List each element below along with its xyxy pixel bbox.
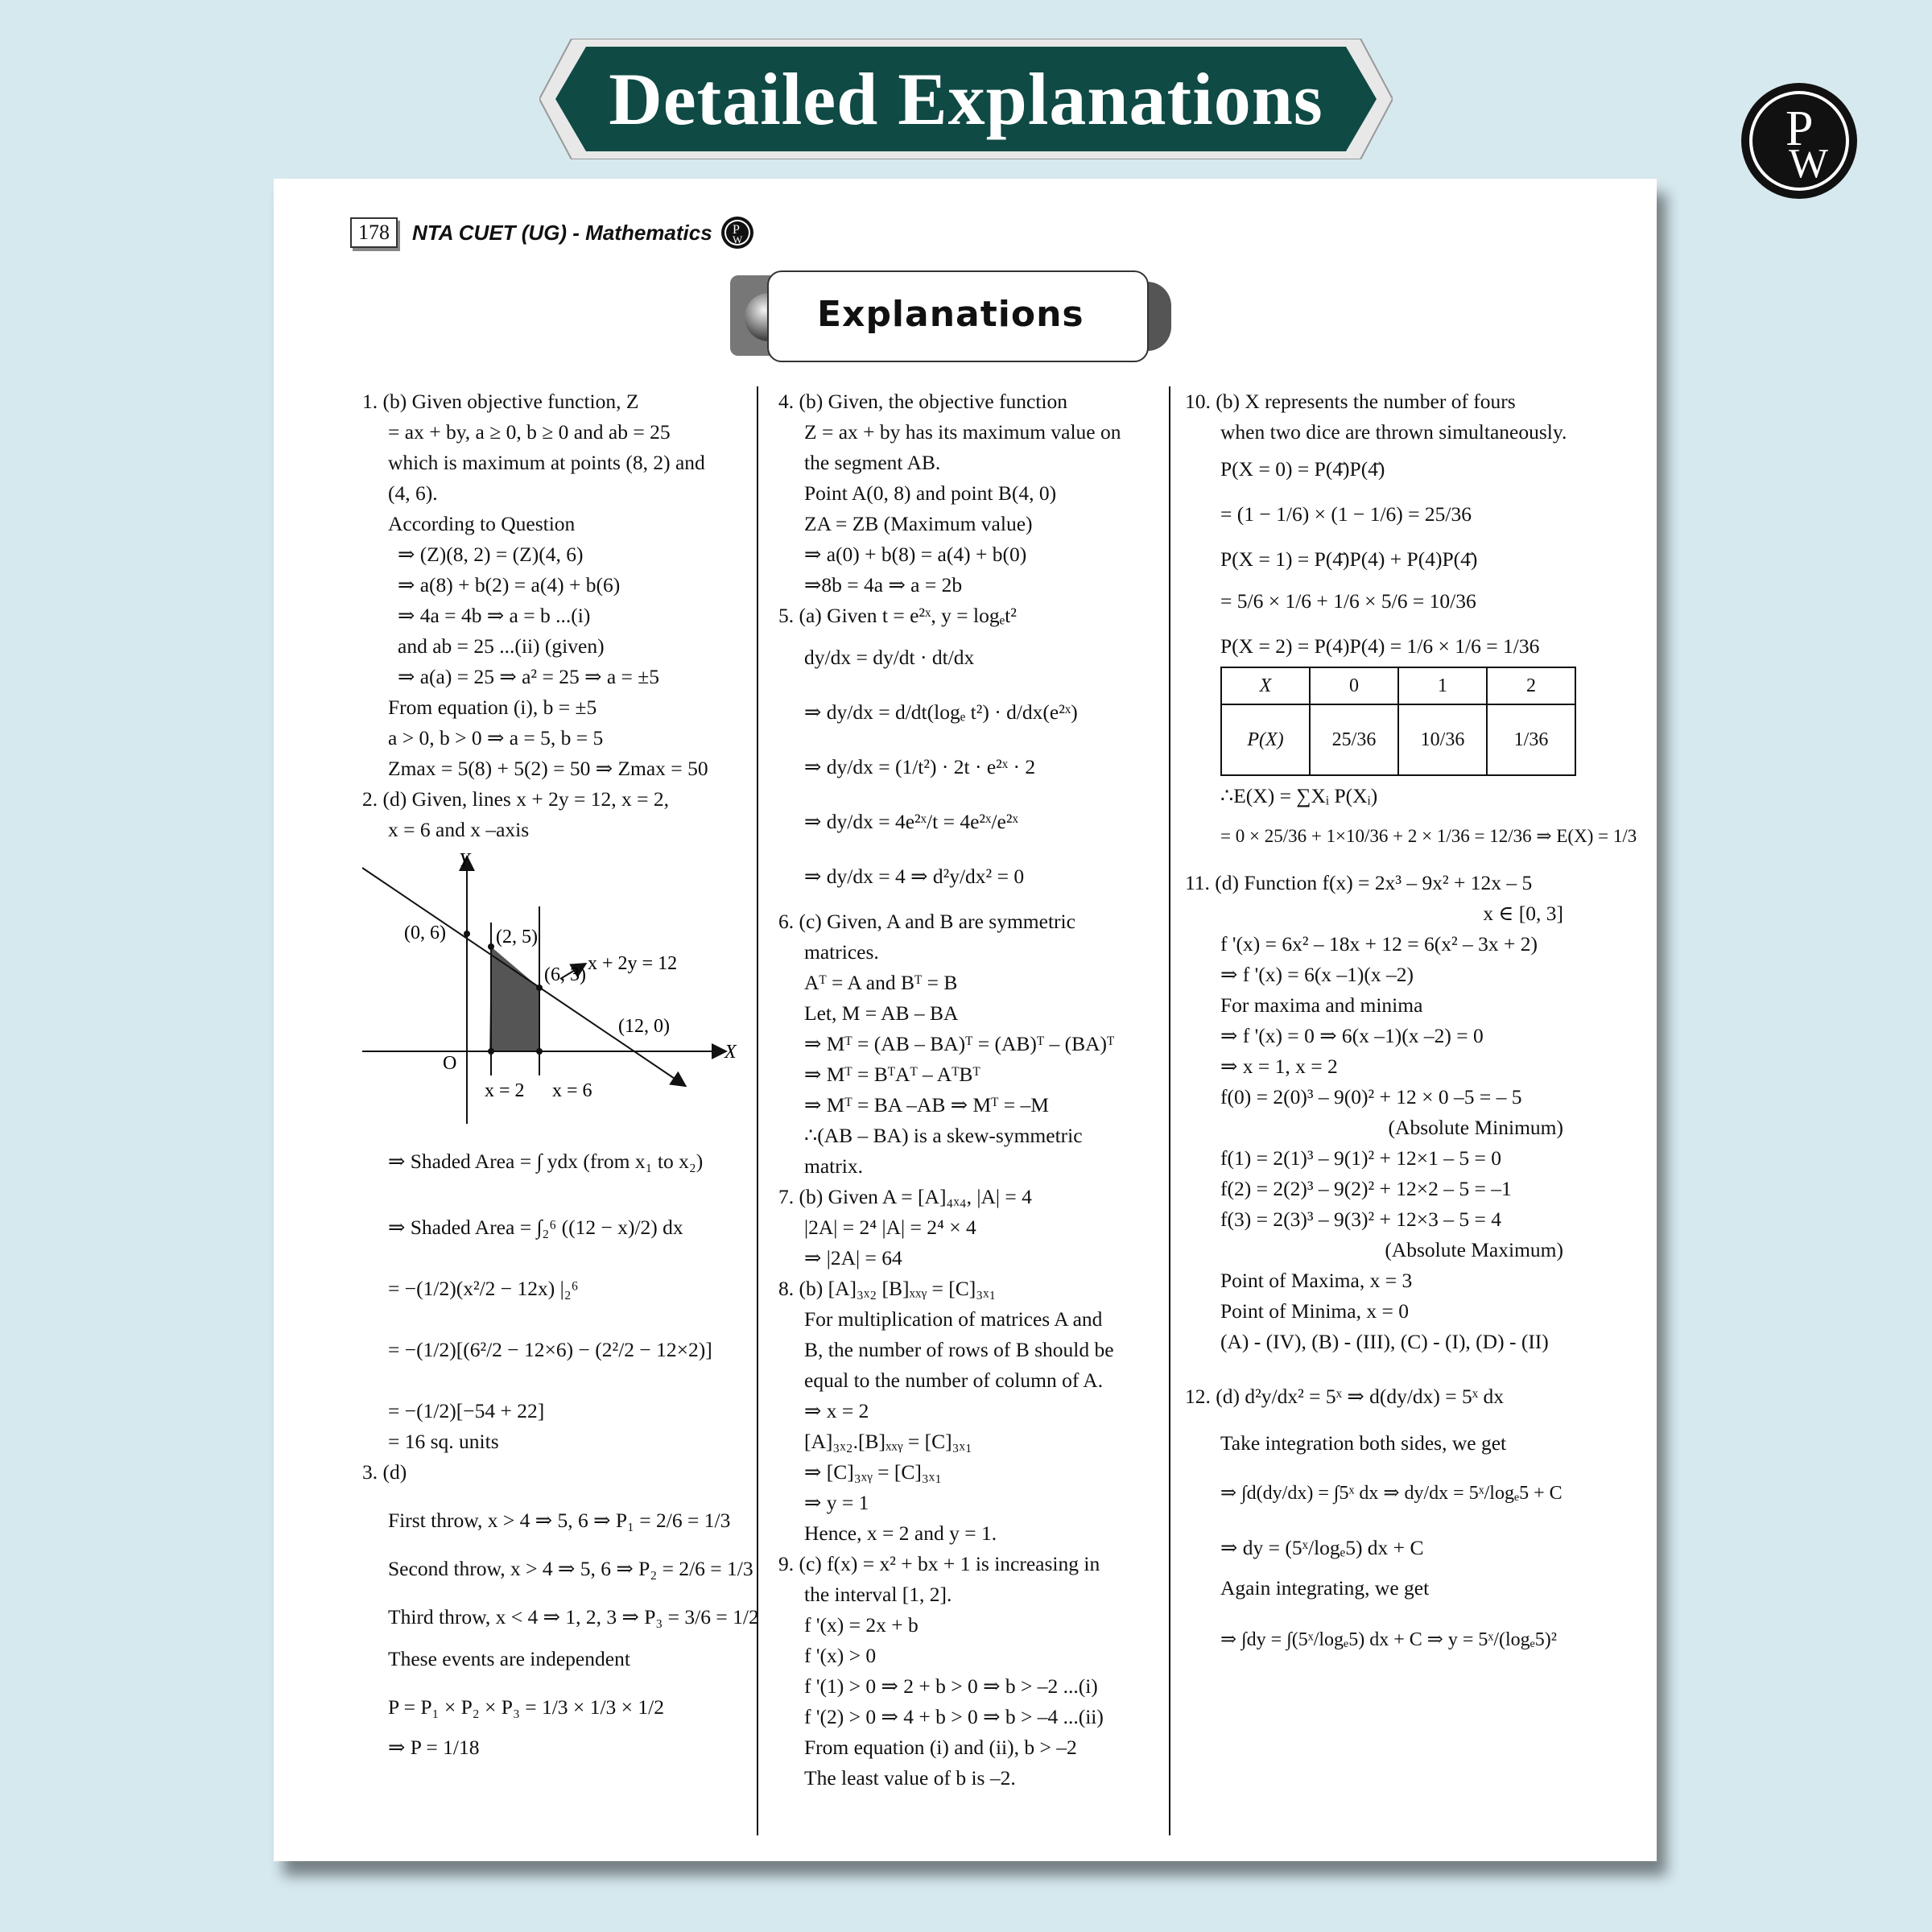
text-line: ⇒ dy/dx = (1/t²) · 2t · e²ˣ · 2 — [804, 755, 1036, 778]
text-line: dy/dx = dy/dt · dt/dx — [804, 646, 975, 669]
point-label: (12, 0) — [618, 1016, 670, 1037]
text-line: From equation (i) and (ii), b > –2 — [804, 1736, 1077, 1759]
point-label: (6, 3) — [544, 964, 586, 985]
text-line: |2A| = 2⁴ |A| = 2⁴ × 4 — [804, 1216, 976, 1239]
text-line: P(X = 0) = P(4̄)P(4̄) — [1220, 457, 1385, 481]
text-line: ⇒ Mᵀ = (AB – BA)ᵀ = (AB)ᵀ – (BA)ᵀ — [804, 1032, 1115, 1055]
book-title: NTA CUET (UG) - Mathematics — [412, 220, 712, 245]
text-line: From equation (i), b = ±5 — [388, 696, 597, 719]
page-number: 178 — [350, 217, 398, 248]
text-line: ZA = ZB (Maximum value) — [804, 512, 1033, 535]
svg-text:W: W — [1789, 141, 1829, 187]
column-2 — [778, 386, 1157, 1794]
text-line: ⇒ f '(x) = 6(x –1)(x –2) — [1220, 963, 1414, 986]
text-line: 1. (b) Given objective function, Z — [362, 390, 639, 413]
text-line: ⇒ P = 1/18 — [388, 1736, 480, 1759]
lpp-graph — [362, 850, 741, 1140]
text-line: [A]₃ₓ₂.[B]ₓₓᵧ = [C]₃ₓ₁ — [804, 1430, 972, 1453]
banner-title: Detailed Explanations — [609, 58, 1323, 140]
text-line: Again integrating, we get — [1220, 1576, 1430, 1600]
text-line: f(1) = 2(1)³ – 9(1)² + 12×1 – 5 = 0 — [1220, 1146, 1502, 1170]
text-line: ∴E(X) = ∑Xᵢ P(Xᵢ) — [1220, 784, 1378, 807]
title-banner — [539, 39, 1393, 159]
table-row — [1221, 704, 1575, 775]
text-line: 9. (c) f(x) = x² + bx + 1 is increasing in — [778, 1552, 1100, 1575]
text-line: ⇒ x = 1, x = 2 — [1220, 1055, 1338, 1078]
text-line: Aᵀ = A and Bᵀ = B — [804, 971, 958, 994]
table-row-label: P(X) — [1221, 704, 1310, 775]
text-line: ⇒ Mᵀ = BᵀAᵀ – AᵀBᵀ — [804, 1063, 980, 1086]
text-line: For maxima and minima — [1220, 993, 1423, 1017]
text-line: matrix. — [804, 1154, 863, 1178]
text-line: 8. (b) [A]₃ₓ₂ [B]ₓₓᵧ = [C]₃ₓ₁ — [778, 1277, 997, 1300]
vline-label: x = 2 — [485, 1080, 525, 1101]
column-3 — [1185, 386, 1637, 1655]
text-line: which is maximum at points (8, 2) and — [388, 451, 705, 474]
text-line: Second throw, x > 4 ⇒ 5, 6 ⇒ P₂ = 2/6 = 1/3 — [388, 1557, 753, 1580]
svg-text:W: W — [732, 233, 742, 246]
text-line: x ∈ [0, 3] — [1483, 902, 1563, 925]
text-line: 3. (d) — [362, 1460, 407, 1484]
pw-logo — [1739, 80, 1860, 201]
text-line: Point A(0, 8) and point B(4, 0) — [804, 481, 1057, 505]
text-line: when two dice are thrown simultaneously. — [1220, 420, 1567, 444]
text-line: equal to the number of column of A. — [804, 1368, 1104, 1392]
line-x-2y-12 — [362, 868, 684, 1085]
text-line: f(2) = 2(2)³ – 9(2)² + 12×2 – 5 = –1 — [1220, 1177, 1512, 1200]
text-line: (Absolute Maximum) — [1385, 1238, 1563, 1261]
table-cell: 25/36 — [1310, 704, 1398, 775]
text-line: f(0) = 2(0)³ – 9(0)² + 12 × 0 –5 = – 5 — [1220, 1085, 1522, 1108]
text-line: Hence, x = 2 and y = 1. — [804, 1521, 997, 1545]
text-line: f '(x) > 0 — [804, 1644, 877, 1667]
table-header-cell: 0 — [1310, 667, 1398, 704]
text-line: f(3) = 2(3)³ – 9(3)² + 12×3 – 5 = 4 — [1220, 1208, 1502, 1231]
text-line: ⇒ (Z)(8, 2) = (Z)(4, 6) — [398, 543, 584, 566]
text-line: = −(1/2)[(6²/2 − 12×6) − (2²/2 − 12×2)] — [388, 1338, 712, 1361]
pw-mini-logo-icon — [720, 216, 754, 250]
text-line: ⇒ |2A| = 64 — [804, 1246, 902, 1269]
text-line: According to Question — [388, 512, 576, 535]
text-line: 5. (a) Given t = e²ˣ, y = logₑt² — [778, 604, 1017, 627]
text-line: ⇒ a(a) = 25 ⇒ a² = 25 ⇒ a = ±5 — [398, 665, 660, 688]
vline-label: x = 6 — [552, 1080, 592, 1101]
text-line: = 5/6 × 1/6 + 1/6 × 5/6 = 10/36 — [1220, 589, 1476, 613]
text-line: = (1 − 1/6) × (1 − 1/6) = 25/36 — [1220, 502, 1472, 526]
text-line: (A) - (IV), (B) - (III), (C) - (I), (D) - (II) — [1220, 1330, 1549, 1353]
text-line: a > 0, b > 0 ⇒ a = 5, b = 5 — [388, 726, 604, 749]
origin-label: O — [443, 1053, 457, 1074]
text-line: ⇒ Shaded Area = ∫₂⁶ ((12 − x)/2) dx — [388, 1216, 683, 1239]
text-line: ⇒ 4a = 4b ⇒ a = b ...(i) — [398, 604, 591, 627]
text-line: 7. (b) Given A = [A]₄ₓ₄, |A| = 4 — [778, 1185, 1032, 1208]
text-line: = 0 × 25/36 + 1×10/36 + 2 × 1/36 = 12/36 ⇒ E(X) = 1/3 — [1220, 826, 1637, 846]
text-line: Point of Maxima, x = 3 — [1220, 1269, 1413, 1292]
text-line: ⇒8b = 4a ⇒ a = 2b — [804, 573, 963, 597]
text-line: 2. (d) Given, lines x + 2y = 12, x = 2, — [362, 787, 669, 811]
text-line: ⇒ dy/dx = 4e²ˣ/t = 4e²ˣ/e²ˣ — [804, 810, 1018, 833]
text-line: B, the number of rows of B should be — [804, 1338, 1114, 1361]
text-line: 10. (b) X represents the number of fours — [1185, 390, 1516, 413]
y-axis-label: Y — [459, 850, 470, 871]
text-line: 11. (d) Function f(x) = 2x³ – 9x² + 12x – 5 — [1185, 871, 1533, 894]
text-line: The least value of b is –2. — [804, 1766, 1016, 1790]
text-line: ⇒ a(0) + b(8) = a(4) + b(0) — [804, 543, 1027, 566]
point-label: (0, 6) — [404, 923, 446, 943]
text-line: First throw, x > 4 ⇒ 5, 6 ⇒ P₁ = 2/6 = 1/3 — [388, 1509, 731, 1532]
x-axis-label: X — [724, 1042, 737, 1063]
text-line: Z = ax + by has its maximum value on — [804, 420, 1121, 444]
page-header — [350, 213, 754, 253]
text-line: = −(1/2)(x²/2 − 12x) |₂⁶ — [388, 1277, 579, 1300]
text-line: ⇒ [C]₃ₓᵧ = [C]₃ₓ₁ — [804, 1460, 943, 1484]
page-sheet — [274, 179, 1657, 1861]
text-line: ⇒ Shaded Area = ∫ ydx (from x₁ to x₂) — [388, 1150, 704, 1173]
text-line: ⇒ dy/dx = 4 ⇒ d²y/dx² = 0 — [804, 865, 1025, 888]
text-line: = 16 sq. units — [388, 1430, 499, 1453]
text-line: 6. (c) Given, A and B are symmetric — [778, 910, 1075, 933]
text-line: ∴(AB – BA) is a skew-symmetric — [804, 1124, 1083, 1147]
table-row — [1221, 667, 1575, 704]
text-line: the segment AB. — [804, 451, 941, 474]
text-line: f '(x) = 6x² – 18x + 12 = 6(x² – 3x + 2) — [1220, 932, 1538, 956]
text-line: Let, M = AB – BA — [804, 1001, 959, 1025]
text-line: ⇒ a(8) + b(2) = a(4) + b(6) — [398, 573, 621, 597]
probability-table — [1220, 667, 1576, 776]
section-header — [729, 270, 1179, 361]
table-cell: 10/36 — [1398, 704, 1487, 775]
text-line: ⇒ Mᵀ = BA –AB ⇒ Mᵀ = –M — [804, 1093, 1049, 1117]
svg-text:P: P — [732, 223, 740, 237]
shaded-region — [489, 947, 539, 1051]
text-line: ⇒ f '(x) = 0 ⇒ 6(x –1)(x –2) = 0 — [1220, 1024, 1484, 1047]
text-line: Third throw, x < 4 ⇒ 1, 2, 3 ⇒ P₃ = 3/6 = 1/2 — [388, 1605, 759, 1629]
text-line: P(X = 2) = P(4)P(4) = 1/6 × 1/6 = 1/36 — [1220, 634, 1540, 658]
text-line: ⇒ y = 1 — [804, 1491, 869, 1514]
table-header-cell: 2 — [1487, 667, 1575, 704]
text-line: ⇒ ∫dy = ∫(5ˣ/logₑ5) dx + C ⇒ y = 5ˣ/(logₑ5)² — [1220, 1629, 1557, 1650]
text-line: P = P₁ × P₂ × P₃ = 1/3 × 1/3 × 1/2 — [388, 1695, 664, 1719]
text-line: (4, 6). — [388, 481, 438, 505]
text-line: Take integration both sides, we get — [1220, 1431, 1507, 1455]
section-title: Explanations — [817, 294, 1084, 335]
text-line: P(X = 1) = P(4̄)P(4) + P(4)P(4̄) — [1220, 547, 1478, 571]
text-line: f '(x) = 2x + b — [804, 1613, 919, 1637]
text-line: For multiplication of matrices A and — [804, 1307, 1103, 1331]
table-header-cell: X — [1221, 667, 1310, 704]
text-line: ⇒ x = 2 — [804, 1399, 869, 1422]
text-line: x = 6 and x –axis — [388, 818, 530, 841]
text-line: 4. (b) Given, the objective function — [778, 390, 1068, 413]
text-line: ⇒ dy/dx = d/dt(logₑ t²) · d/dx(e²ˣ) — [804, 700, 1078, 724]
table-header-cell: 1 — [1398, 667, 1487, 704]
text-line: 12. (d) d²y/dx² = 5ˣ ⇒ d(dy/dx) = 5ˣ dx — [1185, 1385, 1505, 1408]
text-line: matrices. — [804, 940, 879, 964]
text-line: These events are independent — [388, 1647, 630, 1670]
column-1 — [362, 386, 759, 1763]
text-line: ⇒ dy = (5ˣ/logₑ5) dx + C — [1220, 1536, 1424, 1559]
point-label: (2, 5) — [496, 927, 538, 947]
text-line: ⇒ ∫d(dy/dx) = ∫5ˣ dx ⇒ dy/dx = 5ˣ/logₑ5 + C — [1220, 1483, 1563, 1504]
text-line: Zmax = 5(8) + 5(2) = 50 ⇒ Zmax = 50 — [388, 757, 708, 780]
text-line: f '(1) > 0 ⇒ 2 + b > 0 ⇒ b > –2 ...(i) — [804, 1674, 1098, 1698]
text-line: and ab = 25 ...(ii) (given) — [398, 634, 605, 658]
text-line: = ax + by, a ≥ 0, b ≥ 0 and ab = 25 — [388, 420, 671, 444]
text-line: = −(1/2)[−54 + 22] — [388, 1399, 545, 1422]
table-cell: 1/36 — [1487, 704, 1575, 775]
line-label: x + 2y = 12 — [588, 953, 678, 974]
text-line: (Absolute Minimum) — [1388, 1116, 1563, 1139]
text-line: f '(2) > 0 ⇒ 4 + b > 0 ⇒ b > –4 ...(ii) — [804, 1705, 1104, 1728]
svg-text:P: P — [1785, 101, 1814, 156]
column-divider — [1169, 386, 1170, 1835]
text-line: Point of Minima, x = 0 — [1220, 1299, 1409, 1323]
text-line: the interval [1, 2]. — [804, 1583, 952, 1606]
